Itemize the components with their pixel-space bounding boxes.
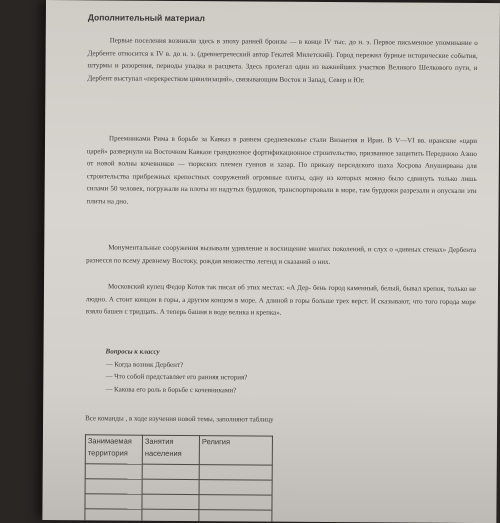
table-cell	[142, 494, 199, 509]
table-row	[85, 479, 272, 495]
table-row	[85, 509, 272, 523]
paragraph-2-text: Преемниками Рима в борьбе за Кавказ в раннем средневековье стали Византия и Иран. В V—VI вв. иранские «цари царей» развернули на Восточном Кавказе грандиозное фортификационное строительство, призванное защитить Переднюю Азию от новой волны кочевников — тюркских племен гуннов и хазар. По приказу персидского шаха Хосрова Ануширвана для строительства прибрежных крепостных сооружений огромные плиты, одну из которых можно было сдвинуть только лишь силами 50 человек, погружали на плоты из надутых бурдюков, транспортировали в море, там бурдюки разрезали и опускали эти плиты на дно.	[86, 134, 478, 206]
table-header-occupations: Занятия населения	[142, 435, 199, 464]
question-item: — Что собой представляет его ранняя история?	[105, 372, 248, 382]
paragraph-2	[87, 132, 478, 210]
questions-title: Вопросы к классу	[105, 347, 160, 356]
table-cell	[85, 509, 142, 523]
paragraph-3	[86, 241, 476, 269]
paragraph-4	[86, 280, 476, 321]
paragraph-1-text: Первые поселения возникли здесь в эпоху ранней бронзы — в конце IV тыс. до н. э. Первое письменное упоминание о Дербенте относится к IV в. до н. э. (древнегреческий автор Гекатей Милетский). Город пережил бурные исторические события, штурмы и разорения, периоды упадка и расцвета. Здесь пролегал один из важнейших участков Великого Шелкового пути, и Дербент выступал «перекрестком цивилизаций», связывающим Восток и Запад, Север и Юг.	[87, 36, 478, 85]
table-cell	[199, 510, 272, 523]
question-item: — Когда возник Дербент?	[105, 360, 184, 369]
table-header-territory: Занимаемая территория	[85, 435, 142, 464]
fill-in-table	[84, 434, 273, 523]
table-cell	[85, 494, 142, 509]
paragraph-3-text: Монументальные сооружения вызывали удивление и восхищение многих поколений, и слух о «дивных стенах» Дербента разнесся по всему древнему Востоку, рождая множество легенд и сказаний о них.	[86, 243, 477, 266]
questions-block	[85, 345, 475, 398]
table-cell	[199, 495, 272, 511]
table-cell	[142, 479, 199, 494]
document-heading: Дополнительный материал	[87, 12, 205, 24]
paragraph-1	[87, 34, 477, 87]
table-header-religion: Религия	[199, 436, 272, 466]
table-cell	[142, 509, 199, 523]
task-instruction: Все команды , в ходе изучения новой темы, заполняют таблицу	[85, 414, 274, 424]
table-cell	[199, 480, 272, 496]
document-sheet	[42, 0, 500, 523]
question-item: — Какова его роль в борьбе с кочевниками?	[105, 385, 237, 395]
table-cell	[199, 465, 272, 481]
table-cell	[85, 464, 142, 479]
table-row	[85, 494, 272, 510]
table-cell	[142, 464, 199, 479]
table-header-row	[85, 435, 272, 465]
paragraph-4-text: Московский купец Федор Котов так писал об этих местах: «А Дер- бень город каменный, белый, бывал крепок, только не людно. А стоит концом в горы, а другим концом в море. А длиной в горы больше трех верст. И сказывают, что того города море взяло башен с тридцать. А теперь башня в воде велика и крепка».	[85, 282, 477, 317]
table-row	[85, 464, 272, 480]
table-cell	[85, 479, 142, 494]
